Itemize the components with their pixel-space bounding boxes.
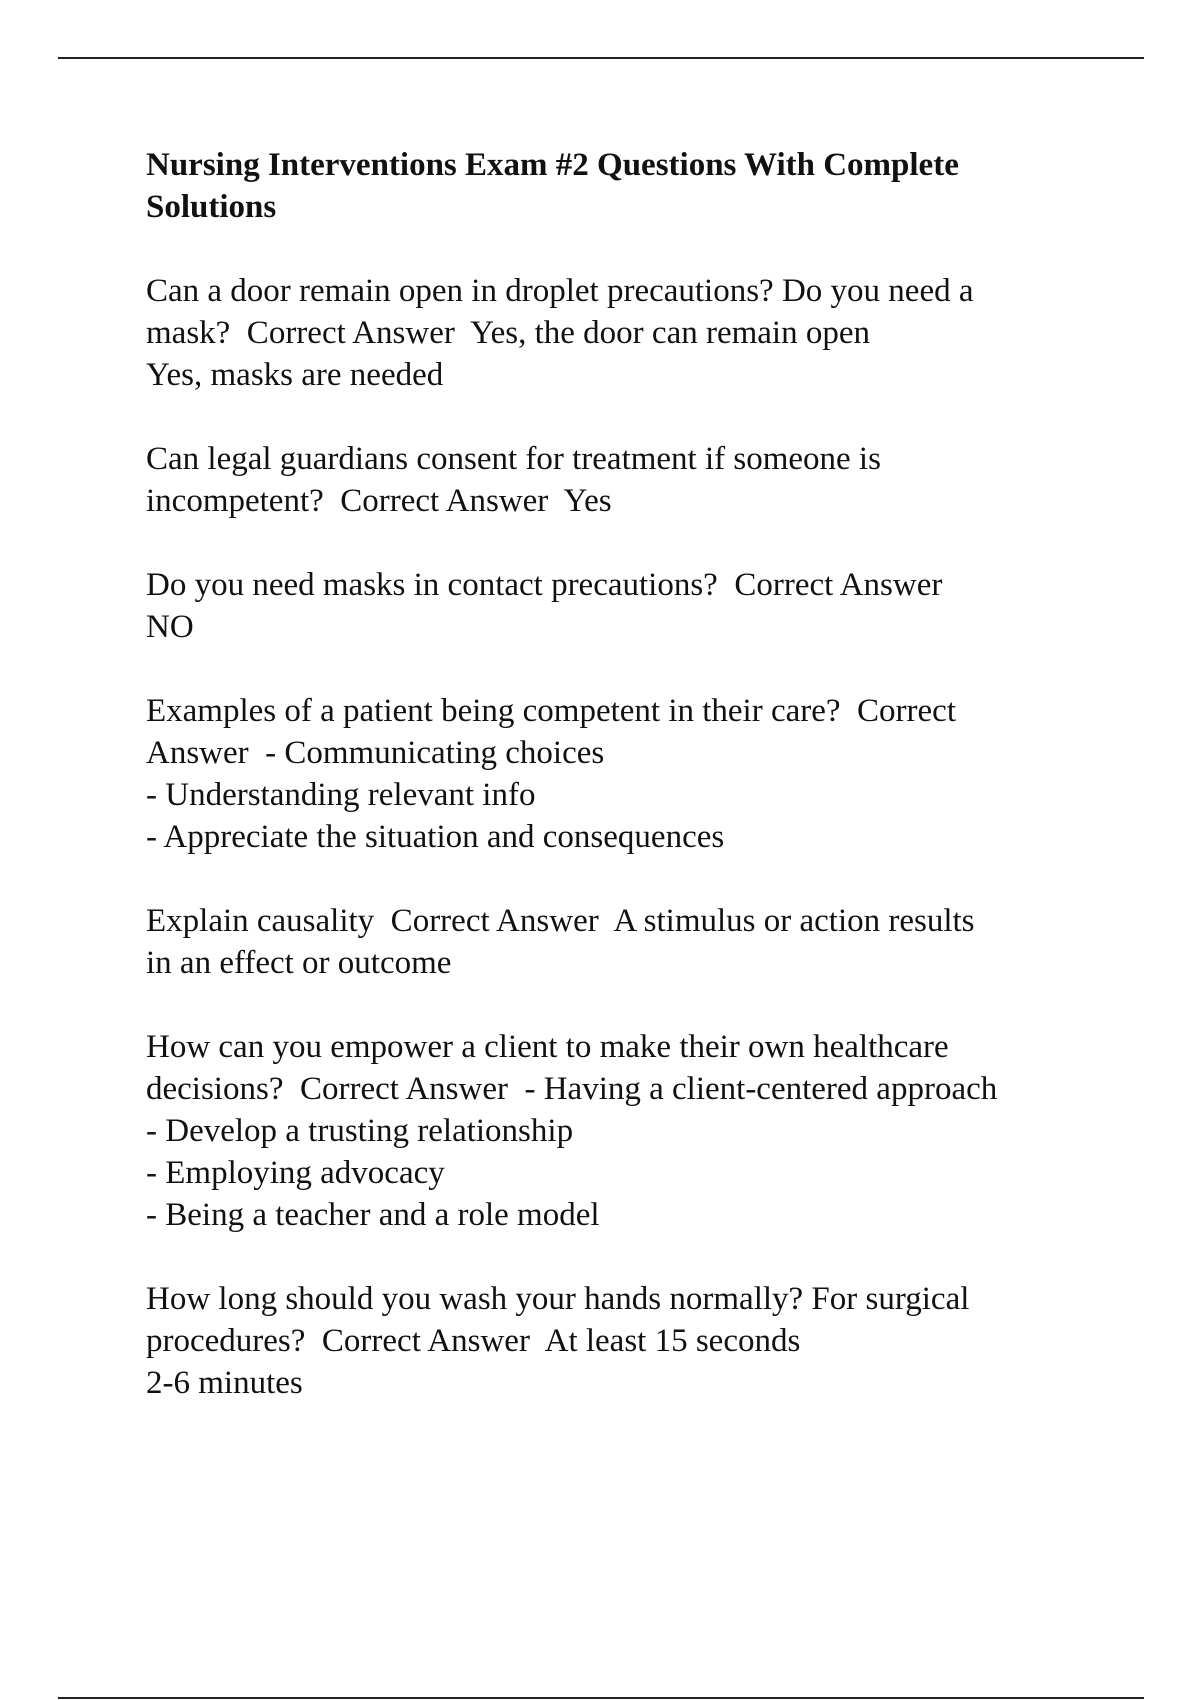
- document-title: [146, 144, 1106, 228]
- top-rule: [58, 57, 1144, 59]
- qa-line: How long should you wash your hands normally? For surgical: [146, 1281, 970, 1317]
- qa-line: How can you empower a client to make their own healthcare: [146, 1029, 949, 1065]
- qa-entry-competence: [146, 690, 1106, 858]
- qa-entry-causality: [146, 900, 1106, 984]
- title-line-1: Nursing Interventions Exam #2 Questions With Complete: [146, 147, 959, 183]
- qa-line: incompetent? Correct Answer Yes: [146, 483, 612, 519]
- qa-line: Explain causality Correct Answer A stimulus or action results: [146, 903, 975, 939]
- bottom-rule: [58, 1697, 1144, 1699]
- qa-line: - Being a teacher and a role model: [146, 1197, 600, 1233]
- qa-line: - Understanding relevant info: [146, 777, 536, 813]
- qa-line: Can a door remain open in droplet precautions? Do you need a: [146, 273, 974, 309]
- qa-line: 2-6 minutes: [146, 1365, 303, 1401]
- qa-entry-legal-guardians: [146, 438, 1106, 522]
- document-body: [146, 144, 1106, 1446]
- qa-line: Yes, masks are needed: [146, 357, 444, 393]
- qa-line: - Appreciate the situation and consequences: [146, 819, 725, 855]
- qa-line: mask? Correct Answer Yes, the door can remain open: [146, 315, 870, 351]
- qa-entry-hand-washing: [146, 1278, 1106, 1404]
- qa-entry-contact-masks: [146, 564, 1106, 648]
- qa-line: in an effect or outcome: [146, 945, 452, 981]
- qa-line: NO: [146, 609, 194, 645]
- qa-line: - Employing advocacy: [146, 1155, 445, 1191]
- qa-line: Examples of a patient being competent in their care? Correct: [146, 693, 956, 729]
- qa-line: - Develop a trusting relationship: [146, 1113, 574, 1149]
- qa-line: decisions? Correct Answer - Having a client-centered approach: [146, 1071, 998, 1107]
- qa-entry-door-droplet: [146, 270, 1106, 396]
- title-line-2: Solutions: [146, 189, 277, 225]
- qa-line: Answer - Communicating choices: [146, 735, 605, 771]
- qa-line: procedures? Correct Answer At least 15 seconds: [146, 1323, 801, 1359]
- qa-line: Can legal guardians consent for treatment if someone is: [146, 441, 881, 477]
- qa-line: Do you need masks in contact precautions? Correct Answer: [146, 567, 943, 603]
- qa-entry-empower-client: [146, 1026, 1106, 1236]
